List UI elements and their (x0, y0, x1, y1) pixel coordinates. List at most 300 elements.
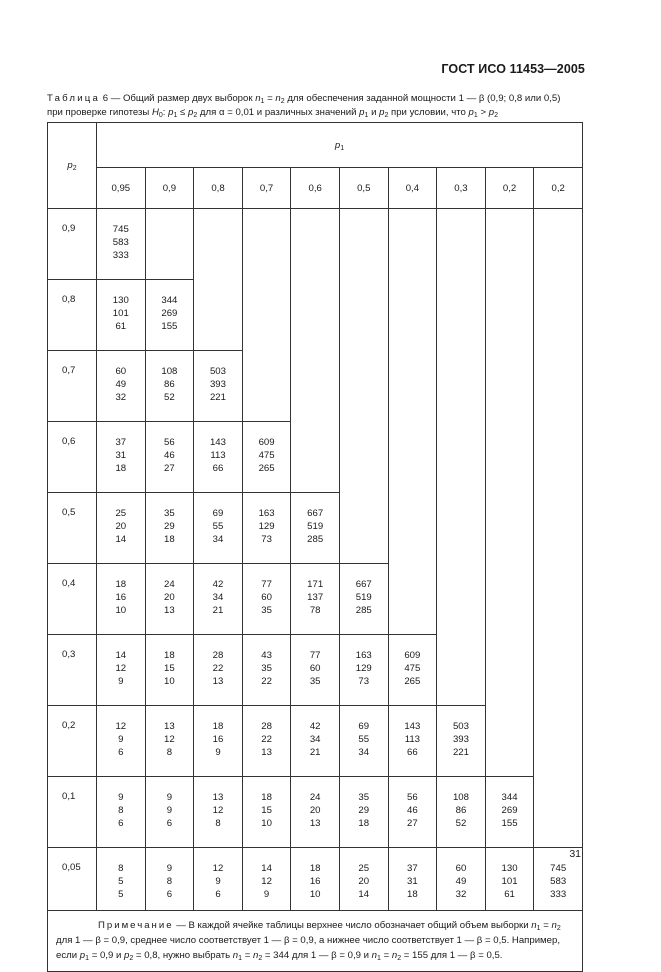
sample-size-value: 9 (215, 876, 221, 887)
sample-size-value: 113 (210, 450, 226, 461)
sample-size-value: 130 (112, 295, 129, 306)
sample-size-value: 28 (212, 650, 224, 661)
sample-size-value: 12 (115, 721, 127, 732)
p2-value: 0,8 (48, 280, 97, 351)
sample-size-value: 37 (407, 863, 418, 874)
sample-size-value: 60 (115, 366, 127, 377)
p2-value: 0,05 (48, 848, 97, 911)
column-header: 0,3 (437, 168, 486, 209)
sample-size-value: 60 (309, 663, 321, 674)
sample-size-value: 35 (261, 663, 272, 674)
empty-cell (388, 280, 437, 351)
sample-size-value: 46 (164, 450, 175, 461)
sample-size-value: 60 (261, 592, 272, 603)
sample-size-cell (194, 635, 243, 706)
sample-size-value: 18 (212, 721, 224, 732)
sample-size-value: 73 (261, 534, 272, 545)
sample-size-value: 18 (115, 579, 127, 590)
table-row (48, 848, 583, 911)
sample-size-value: 609 (404, 650, 421, 661)
table-body (48, 209, 583, 911)
sample-size-value: 155 (501, 818, 518, 829)
sample-size-value: 269 (161, 308, 178, 319)
sample-size-value: 20 (115, 521, 127, 532)
sample-size-value: 24 (309, 792, 321, 803)
sample-size-value: 9 (118, 676, 124, 687)
sample-size-value: 21 (212, 605, 224, 616)
sample-size-value: 393 (209, 379, 226, 390)
sample-size-value: 66 (407, 747, 418, 758)
sample-size-value: 18 (309, 863, 321, 874)
empty-cell (437, 209, 486, 280)
p2-value: 0,7 (48, 351, 97, 422)
sample-size-value: 163 (258, 508, 275, 519)
sample-size-cell (339, 706, 388, 777)
sample-size-value: 155 (161, 321, 178, 332)
caption-line-1: Таблица 6 — Общий размер двух выборок $n_1 = n_2$ для обеспечения заданной мощности 1 — β (0,9; 0,8 или 0,5) (47, 93, 561, 105)
sample-size-value: 52 (455, 818, 467, 829)
sample-size-value: 69 (358, 721, 370, 732)
empty-cell (339, 209, 388, 280)
sample-size-cell (388, 848, 437, 911)
sample-size-cell (145, 848, 194, 911)
sample-size-value: 29 (164, 521, 175, 532)
empty-cell (242, 209, 291, 280)
sample-size-value: 18 (261, 792, 272, 803)
empty-cell (437, 280, 486, 351)
sample-size-value: 34 (212, 592, 224, 603)
sample-size-cell (291, 706, 340, 777)
sample-size-value: 35 (261, 605, 272, 616)
sample-size-value: 6 (166, 818, 173, 829)
sample-size-value: 583 (550, 876, 567, 887)
sample-size-value: 101 (501, 876, 518, 887)
sample-size-value: 13 (212, 676, 224, 687)
sample-size-value: 61 (115, 321, 127, 332)
column-header: 0,4 (388, 168, 437, 209)
sample-size-value: 163 (355, 650, 372, 661)
sample-size-value: 27 (164, 463, 175, 474)
sample-size-value: 10 (309, 889, 321, 900)
table-row (48, 635, 583, 706)
sample-size-cell (485, 777, 534, 848)
sample-size-value: 20 (164, 592, 175, 603)
empty-cell (485, 564, 534, 635)
sample-size-cell (145, 493, 194, 564)
sample-size-value: 60 (455, 863, 467, 874)
table-row (48, 422, 583, 493)
sample-size-value: 27 (407, 818, 418, 829)
empty-cell (485, 493, 534, 564)
sample-size-value: 10 (261, 818, 272, 829)
sample-size-cell (145, 280, 194, 351)
sample-size-cell (97, 351, 146, 422)
empty-cell (485, 706, 534, 777)
sample-size-cell (194, 422, 243, 493)
sample-size-value: 333 (112, 250, 129, 261)
empty-cell (534, 351, 583, 422)
sample-size-value: 108 (452, 792, 469, 803)
sample-size-value: 49 (455, 876, 467, 887)
sample-size-value: 55 (212, 521, 224, 532)
sample-size-value: 583 (112, 237, 129, 248)
table-row (48, 280, 583, 351)
sample-size-cell (388, 706, 437, 777)
empty-cell (437, 422, 486, 493)
sample-size-cell (291, 564, 340, 635)
sample-size-value: 8 (118, 863, 124, 874)
sample-size-value: 34 (309, 734, 321, 745)
empty-cell (485, 635, 534, 706)
sample-size-value: 130 (501, 863, 518, 874)
sample-size-value: 22 (261, 676, 272, 687)
sample-size-value: 5 (118, 889, 124, 900)
sample-size-value: 344 (161, 295, 178, 306)
sample-size-value: 8 (166, 747, 173, 758)
column-header: 0,6 (291, 168, 340, 209)
sample-size-cell (291, 635, 340, 706)
sample-size-value: 13 (261, 747, 272, 758)
sample-size-value: 15 (164, 663, 175, 674)
sample-size-cell (97, 777, 146, 848)
sample-size-value: 745 (112, 224, 129, 235)
sample-size-value: 77 (309, 650, 321, 661)
sample-size-value: 34 (358, 747, 370, 758)
sample-size-cell (194, 493, 243, 564)
sample-size-cell (97, 209, 146, 280)
sample-size-cell (242, 706, 291, 777)
sample-size-value: 12 (115, 663, 127, 674)
sample-size-value: 28 (261, 721, 272, 732)
caption-text: — Общий размер двух выборок (110, 93, 253, 104)
sample-size-value: 6 (118, 818, 124, 829)
sample-size-value: 171 (307, 579, 324, 590)
sample-size-value: 61 (504, 889, 515, 900)
sample-size-value: 14 (261, 863, 272, 874)
empty-cell (339, 493, 388, 564)
column-header: 0,5 (339, 168, 388, 209)
sample-size-value: 34 (212, 534, 224, 545)
empty-cell (485, 280, 534, 351)
sample-size-value: 16 (115, 592, 127, 603)
p2-header: $p_2$ (48, 123, 97, 209)
sample-size-cell (242, 777, 291, 848)
sample-size-cell (339, 777, 388, 848)
empty-cell (242, 351, 291, 422)
sample-size-value: 475 (404, 663, 421, 674)
sample-size-value: 143 (209, 437, 226, 448)
sample-size-value: 86 (455, 805, 467, 816)
table-row (48, 777, 583, 848)
sample-size-value: 667 (355, 579, 372, 590)
sample-size-value: 8 (215, 818, 221, 829)
sample-size-value: 31 (407, 876, 418, 887)
sample-size-value: 9 (215, 747, 221, 758)
empty-cell (388, 422, 437, 493)
sample-size-value: 9 (166, 863, 173, 874)
column-header: 0,2 (534, 168, 583, 209)
sample-size-cell (194, 564, 243, 635)
sample-size-value: 15 (261, 805, 272, 816)
sample-size-value: 519 (355, 592, 372, 603)
sample-size-cell (291, 848, 340, 911)
sample-size-value: 503 (209, 366, 226, 377)
sample-size-value: 13 (164, 721, 175, 732)
sample-size-value: 20 (358, 876, 370, 887)
sample-size-value: 86 (164, 379, 175, 390)
sample-size-cell (194, 351, 243, 422)
empty-cell (534, 706, 583, 777)
column-header: 0,7 (242, 168, 291, 209)
empty-cell (534, 777, 583, 848)
sample-size-value: 14 (358, 889, 370, 900)
sample-size-value: 16 (309, 876, 321, 887)
sample-size-value: 519 (307, 521, 324, 532)
sample-size-value: 16 (212, 734, 224, 745)
sample-size-cell (97, 493, 146, 564)
caption-line-2: при проверке гипотезы $H_0$: $p_1 \le p_2$ для α = 0,01 и различных значений $p_1$ и $p_2$ при условии, что $p_1 > p_2$ (47, 107, 498, 119)
sample-size-cell (437, 777, 486, 848)
column-header: 0,2 (485, 168, 534, 209)
empty-cell (485, 209, 534, 280)
sample-size-cell (97, 280, 146, 351)
p2-value: 0,2 (48, 706, 97, 777)
p2-value: 0,6 (48, 422, 97, 493)
sample-size-cell (145, 777, 194, 848)
sample-size-value: 25 (115, 508, 127, 519)
sample-size-value: 69 (212, 508, 224, 519)
empty-cell (534, 422, 583, 493)
empty-cell (388, 209, 437, 280)
sample-size-value: 13 (212, 792, 224, 803)
empty-cell (534, 564, 583, 635)
sample-size-cell (194, 706, 243, 777)
sample-size-value: 285 (355, 605, 372, 616)
sample-size-cell (339, 564, 388, 635)
sample-size-value: 503 (452, 721, 469, 732)
sample-size-value: 37 (115, 437, 127, 448)
caption-tail: для обеспечения заданной мощности 1 — β (0,9; 0,8 или 0,5) (287, 93, 561, 104)
empty-cell (437, 564, 486, 635)
empty-cell (291, 351, 340, 422)
empty-cell (388, 493, 437, 564)
sample-size-value: 393 (452, 734, 469, 745)
empty-cell (485, 422, 534, 493)
p2-value: 0,3 (48, 635, 97, 706)
sample-size-value: 221 (209, 392, 226, 403)
sample-size-value: 22 (212, 663, 224, 674)
sample-size-cell (388, 777, 437, 848)
sample-size-value: 35 (358, 792, 370, 803)
table-caption (47, 92, 587, 120)
sample-size-value: 269 (501, 805, 518, 816)
sample-size-cell (97, 635, 146, 706)
table-note: Примечание — В каждой ячейке таблицы верхнее число обозначает общий объем выборки $n_1 = n_2$ для 1 — β = 0,9, среднее число соответствует 1 — β = 0,9, а нижнее число соответствует 1 — β = 0,5. Например, если $p_1 = 0,9$ и $p_2 = 0,8$, нужно выбрать $n_1 = n_2 = 344$ для 1 — β = 0,9 и $n_1 = n_2 = 155$ для 1 — β = 0,5. (48, 911, 583, 972)
page-number: 31 (569, 848, 581, 860)
sample-size-cell (242, 422, 291, 493)
sample-size-value: 9 (118, 792, 124, 803)
empty-cell (242, 280, 291, 351)
sample-size-value: 101 (112, 308, 129, 319)
sample-size-value: 6 (215, 889, 221, 900)
sample-size-cell (145, 635, 194, 706)
sample-size-cell (194, 777, 243, 848)
sample-size-cell (194, 848, 243, 911)
sample-size-cell (97, 706, 146, 777)
sample-size-value: 475 (258, 450, 275, 461)
sample-size-value: 35 (164, 508, 175, 519)
empty-cell (534, 209, 583, 280)
sample-size-value: 12 (261, 876, 272, 887)
sample-size-value: 46 (407, 805, 418, 816)
sample-size-value: 6 (166, 889, 173, 900)
sample-size-value: 73 (358, 676, 370, 687)
sample-size-value: 667 (307, 508, 324, 519)
empty-cell (388, 351, 437, 422)
sample-size-value: 66 (212, 463, 224, 474)
sample-size-value: 221 (452, 747, 469, 758)
table-row (48, 564, 583, 635)
sample-size-value: 12 (212, 805, 224, 816)
sample-size-cell (242, 564, 291, 635)
sample-size-value: 8 (166, 876, 173, 887)
sample-size-value: 265 (404, 676, 421, 687)
sample-size-value: 129 (355, 663, 372, 674)
sample-size-value: 143 (404, 721, 421, 732)
empty-cell (339, 351, 388, 422)
sample-size-value: 29 (358, 805, 370, 816)
sample-size-cell (97, 564, 146, 635)
sample-size-value: 6 (118, 747, 124, 758)
sample-size-value: 24 (164, 579, 175, 590)
sample-size-value: 344 (501, 792, 518, 803)
sample-size-value: 14 (115, 534, 127, 545)
sample-size-cell (242, 635, 291, 706)
note-label: Примечание (98, 920, 174, 931)
sample-size-value: 78 (309, 605, 321, 616)
column-header: 0,95 (97, 168, 146, 209)
sample-size-value: 9 (263, 889, 270, 900)
sample-size-value: 285 (307, 534, 324, 545)
sample-size-value: 18 (164, 534, 175, 545)
sample-size-cell (485, 848, 534, 911)
sample-size-cell (291, 777, 340, 848)
sample-size-value: 22 (261, 734, 272, 745)
empty-cell (437, 635, 486, 706)
sample-size-cell (291, 493, 340, 564)
empty-cell (534, 635, 583, 706)
sample-size-value: 12 (212, 863, 224, 874)
sample-size-value: 333 (550, 889, 567, 900)
empty-cell (291, 209, 340, 280)
p1-header: $p_1$ (97, 123, 583, 168)
column-header: 0,8 (194, 168, 243, 209)
sample-size-cell (242, 848, 291, 911)
sample-size-value: 10 (164, 676, 175, 687)
sample-size-value: 42 (212, 579, 224, 590)
empty-cell (145, 209, 194, 280)
sample-size-cell (339, 848, 388, 911)
empty-cell (339, 280, 388, 351)
column-header: 0,9 (145, 168, 194, 209)
sample-size-value: 9 (166, 805, 173, 816)
table-row (48, 706, 583, 777)
sample-size-cell (145, 706, 194, 777)
sample-size-value: 18 (115, 463, 127, 474)
sample-size-value: 8 (118, 805, 124, 816)
table-row (48, 493, 583, 564)
sample-size-value: 609 (258, 437, 275, 448)
sample-size-value: 43 (261, 650, 272, 661)
sample-size-value: 129 (258, 521, 275, 532)
sample-size-value: 265 (258, 463, 275, 474)
sample-size-value: 12 (164, 734, 175, 745)
sample-size-value: 49 (115, 379, 127, 390)
sample-size-cell (145, 564, 194, 635)
sample-size-value: 42 (309, 721, 321, 732)
standard-designation: ГОСТ ИСО 11453—2005 (441, 62, 585, 76)
empty-cell (534, 493, 583, 564)
empty-cell (534, 280, 583, 351)
sample-size-value: 113 (404, 734, 420, 745)
column-header-row (48, 168, 583, 209)
p2-value: 0,9 (48, 209, 97, 280)
sample-size-value: 137 (307, 592, 324, 603)
sample-size-table (47, 122, 583, 972)
sample-size-value: 5 (118, 876, 124, 887)
empty-cell (194, 280, 243, 351)
sample-size-value: 55 (358, 734, 370, 745)
sample-size-value: 35 (309, 676, 321, 687)
empty-cell (437, 351, 486, 422)
sample-size-value: 31 (115, 450, 127, 461)
table-row (48, 209, 583, 280)
sample-size-cell (437, 706, 486, 777)
sample-size-value: 32 (115, 392, 127, 403)
empty-cell (437, 493, 486, 564)
p2-value: 0,1 (48, 777, 97, 848)
sample-size-value: 21 (309, 747, 321, 758)
sample-size-value: 9 (118, 734, 124, 745)
p2-value: 0,4 (48, 564, 97, 635)
sample-size-cell (145, 422, 194, 493)
sample-size-value: 56 (407, 792, 418, 803)
sample-size-value: 745 (550, 863, 567, 874)
sample-size-value: 32 (455, 889, 467, 900)
sample-size-cell (437, 848, 486, 911)
empty-cell (291, 422, 340, 493)
sample-size-value: 77 (261, 579, 272, 590)
sample-size-value: 18 (358, 818, 370, 829)
sample-size-value: 10 (115, 605, 127, 616)
sample-size-value: 56 (164, 437, 175, 448)
sample-size-cell (97, 422, 146, 493)
sample-size-value: 18 (407, 889, 418, 900)
sample-size-cell (97, 848, 146, 911)
empty-cell (388, 564, 437, 635)
sample-size-cell (145, 351, 194, 422)
table-row (48, 351, 583, 422)
empty-cell (194, 209, 243, 280)
sample-size-value: 14 (115, 650, 127, 661)
sample-size-value: 25 (358, 863, 370, 874)
empty-cell (485, 351, 534, 422)
sample-size-cell (388, 635, 437, 706)
sample-size-cell (242, 493, 291, 564)
empty-cell (291, 280, 340, 351)
sample-size-value: 9 (166, 792, 173, 803)
sample-size-value: 13 (309, 818, 321, 829)
